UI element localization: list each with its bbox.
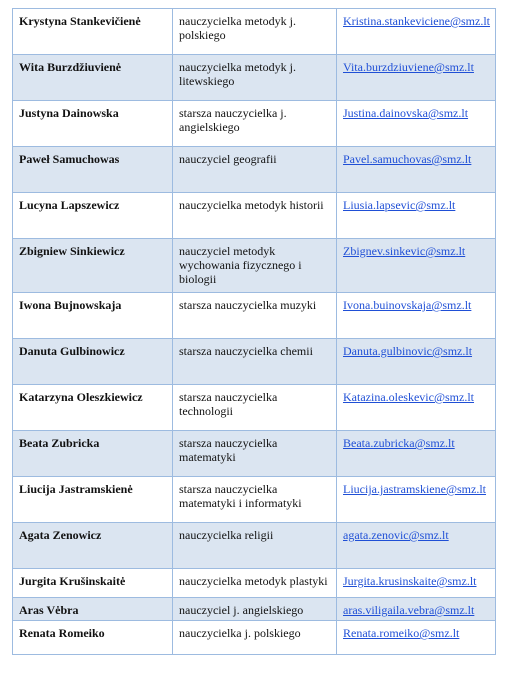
- teacher-name: Katarzyna Oleszkiewicz: [13, 385, 173, 431]
- teacher-name: Krystyna Stankevičienė: [13, 9, 173, 55]
- table-row: [13, 523, 496, 569]
- teacher-role: starsza nauczycielka technologii: [173, 385, 337, 431]
- table-row: [13, 239, 496, 293]
- teacher-email-link[interactable]: Zbignev.sinkevic@smz.lt: [343, 244, 466, 258]
- table-row: [13, 147, 496, 193]
- table-row: [13, 385, 496, 431]
- teacher-name: Iwona Bujnowskaja: [13, 293, 173, 339]
- table-row: [13, 193, 496, 239]
- teacher-email-link[interactable]: Pavel.samuchovas@smz.lt: [343, 152, 472, 166]
- teacher-email-link[interactable]: Kristina.stankeviciene@smz.lt: [343, 14, 491, 28]
- table-row: [13, 9, 496, 55]
- teacher-name: Lucyna Lapszewicz: [13, 193, 173, 239]
- teacher-name: Paweł Samuchowas: [13, 147, 173, 193]
- teacher-email-link[interactable]: Vita.burzdziuviene@smz.lt: [343, 60, 474, 74]
- teacher-email-link[interactable]: Beata.zubricka@smz.lt: [343, 436, 455, 450]
- table-row: [13, 477, 496, 523]
- teacher-role: nauczyciel geografii: [173, 147, 337, 193]
- teacher-email-link[interactable]: Liusia.lapsevic@smz.lt: [343, 198, 456, 212]
- teacher-role: starsza nauczycielka j. angielskiego: [173, 101, 337, 147]
- teacher-role: starsza nauczycielka muzyki: [173, 293, 337, 339]
- table-row: [13, 569, 496, 598]
- teacher-email-link[interactable]: Jurgita.krusinskaite@smz.lt: [343, 574, 477, 588]
- teacher-role: starsza nauczycielka chemii: [173, 339, 337, 385]
- teacher-name: Renata Romeiko: [13, 621, 173, 655]
- teacher-name: Justyna Dainowska: [13, 101, 173, 147]
- teacher-name: Danuta Gulbinowicz: [13, 339, 173, 385]
- teacher-name: Liucija Jastramskienė: [13, 477, 173, 523]
- table-row: [13, 293, 496, 339]
- teacher-role: nauczycielka religii: [173, 523, 337, 569]
- teacher-role: starsza nauczycielka matematyki i informatyki: [173, 477, 337, 523]
- table-row: [13, 598, 496, 621]
- table-row: [13, 621, 496, 655]
- teacher-name: Beata Zubricka: [13, 431, 173, 477]
- teacher-role: nauczyciel j. angielskiego: [173, 598, 337, 621]
- teacher-role: nauczycielka metodyk plastyki: [173, 569, 337, 598]
- teacher-email-link[interactable]: agata.zenovic@smz.lt: [343, 528, 449, 542]
- teacher-name: Aras Vėbra: [13, 598, 173, 621]
- teacher-email-link[interactable]: Ivona.buinovskaja@smz.lt: [343, 298, 472, 312]
- teacher-role: nauczycielka metodyk historii: [173, 193, 337, 239]
- staff-contact-table: [12, 8, 496, 655]
- teacher-name: Zbigniew Sinkiewicz: [13, 239, 173, 293]
- teacher-email-link[interactable]: Justina.dainovska@smz.lt: [343, 106, 469, 120]
- teacher-email-link[interactable]: Danuta.gulbinovic@smz.lt: [343, 344, 473, 358]
- teacher-email-link[interactable]: aras.viligaila.vebra@smz.lt: [343, 603, 475, 617]
- teacher-role: starsza nauczycielka matematyki: [173, 431, 337, 477]
- teacher-role: nauczyciel metodyk wychowania fizycznego i biologii: [173, 239, 337, 293]
- teacher-email-link[interactable]: Liucija.jastramskiene@smz.lt: [343, 482, 487, 496]
- teacher-email-link[interactable]: Katazina.oleskevic@smz.lt: [343, 390, 475, 404]
- teacher-role: nauczycielka metodyk j. litewskiego: [173, 55, 337, 101]
- table-row: [13, 101, 496, 147]
- teacher-email-link[interactable]: Renata.romeiko@smz.lt: [343, 626, 460, 640]
- table-row: [13, 55, 496, 101]
- teacher-name: Wita Burzdžiuvienė: [13, 55, 173, 101]
- teacher-name: Jurgita Krušinskaitė: [13, 569, 173, 598]
- teacher-name: Agata Zenowicz: [13, 523, 173, 569]
- teacher-role: nauczycielka metodyk j. polskiego: [173, 9, 337, 55]
- table-row: [13, 431, 496, 477]
- table-row: [13, 339, 496, 385]
- teacher-role: nauczycielka j. polskiego: [173, 621, 337, 655]
